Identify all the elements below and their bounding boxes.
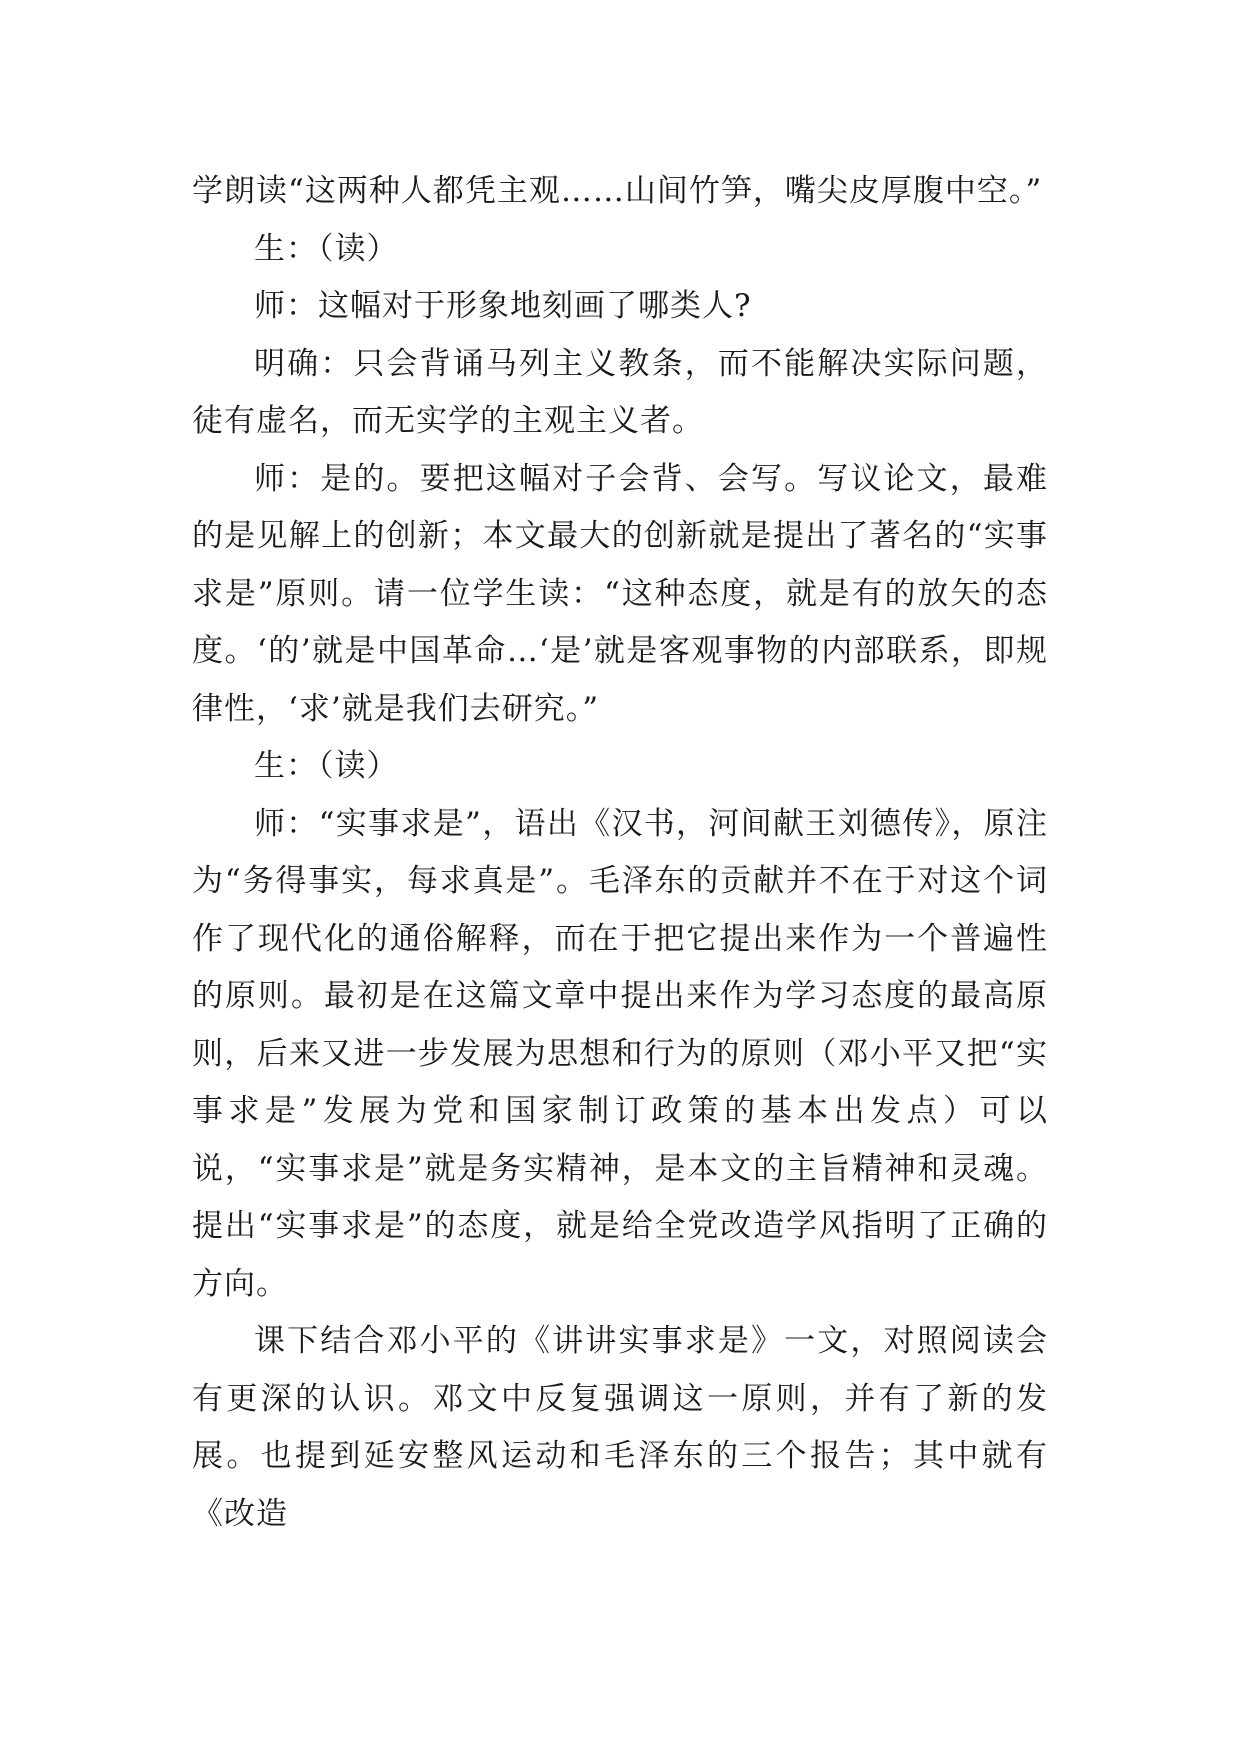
paragraph-continuation: 学朗读“这两种人都凭主观……山间竹笋，嘴尖皮厚腹中空。” [192, 173, 1043, 209]
document-body [192, 163, 1048, 1543]
paragraph-teacher-question: 师：这幅对于形象地刻画了哪类人? [254, 288, 752, 324]
paragraph-student-read-2: 生：（读） [254, 748, 399, 784]
paragraph-student-read-1: 生：（读） [254, 230, 399, 267]
paragraph-teacher-innovation: 师：是的。要把这幅对子会背、会写。写议论文，最难的是见解上的创新；本文最大的创新就是提出了著名的“实事求是”原则。请一位学生读：“这种态度，就是有的放矢的态度。‘的’就是中国革命…‘是’就是客观事物的内部联系，即规律性，‘求’就是我们去研究。” [192, 460, 1048, 727]
paragraph-clarification: 明确：只会背诵马列主义教条，而不能解决实际问题，徒有虚名，而无实学的主观主义者。 [192, 345, 1048, 439]
paragraph-teacher-origin: 师：“实事求是”，语出《汉书，河间献王刘德传》，原注为“务得事实，每求真是”。毛泽东的贡献并不在于对这个词作了现代化的通俗解释，而在于把它提出来作为一个普遍性的原则。最初是在这篇文章中提出来作为学习态度的最高原则，后来又进一步发展为思想和行为的原则（邓小平又把“实事求是”发展为党和国家制订政策的基本出发点）可以说，“实事求是”就是务实精神，是本文的主旨精神和灵魂。提出“实事求是”的态度，就是给全党改造学风指明了正确的方向。 [192, 805, 1048, 1302]
paragraph-after-class: 课下结合邓小平的《讲讲实事求是》一文，对照阅读会有更深的认识。邓文中反复强调这一原则，并有了新的发展。也提到延安整风运动和毛泽东的三个报告；其中就有《改造 [192, 1323, 1048, 1532]
